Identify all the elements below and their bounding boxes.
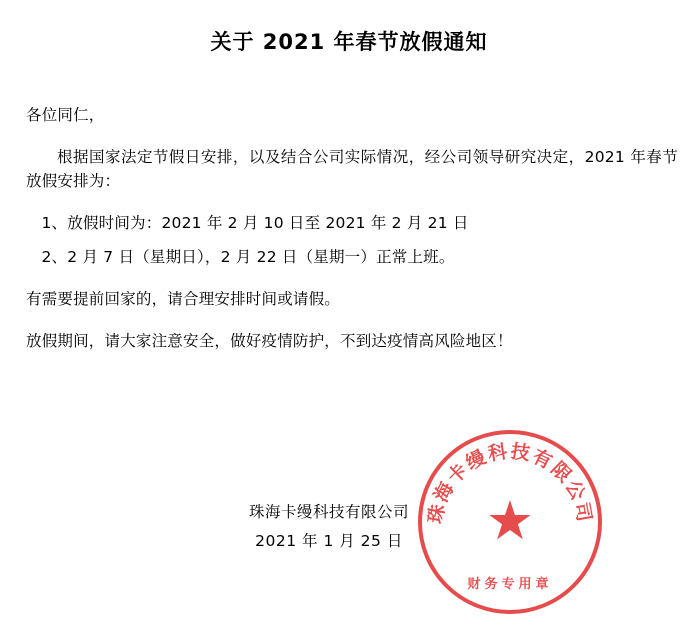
seal-star-icon: ★ bbox=[485, 488, 535, 552]
document-page bbox=[0, 28, 698, 633]
seal-bottom-label: 财务专用章 bbox=[467, 577, 553, 592]
seal-arc-label: 珠海卡缦科技有限公司 bbox=[424, 440, 596, 526]
signature-company: 珠海卡缦科技有限公司 bbox=[248, 503, 409, 521]
paragraph-safety-notice: 放假期间，请大家注意安全，做好疫情防护，不到达疫情高风险地区！ bbox=[26, 332, 513, 351]
signature-block bbox=[0, 498, 698, 555]
paragraph-reason: 根据国家法定节假日安排，以及结合公司实际情况，经公司领导研究决定，2021 年春节放假安排为： bbox=[26, 148, 678, 191]
paragraph-holiday-dates: 1、放假时间为：2021 年 2 月 10 日至 2021 年 2 月 21 日 bbox=[41, 214, 469, 233]
paragraph-early-leave: 有需要提前回家的，请合理安排时间或请假。 bbox=[26, 290, 341, 309]
paragraph-workdays: 2、2 月 7 日（星期日），2 月 22 日（星期一）正常上班。 bbox=[41, 248, 455, 267]
document-body bbox=[0, 103, 698, 353]
salutation: 各位同仁， bbox=[26, 106, 105, 125]
page-title: 关于 2021 年春节放假通知 bbox=[210, 30, 488, 54]
signature-date: 2021 年 1 月 25 日 bbox=[255, 531, 403, 550]
